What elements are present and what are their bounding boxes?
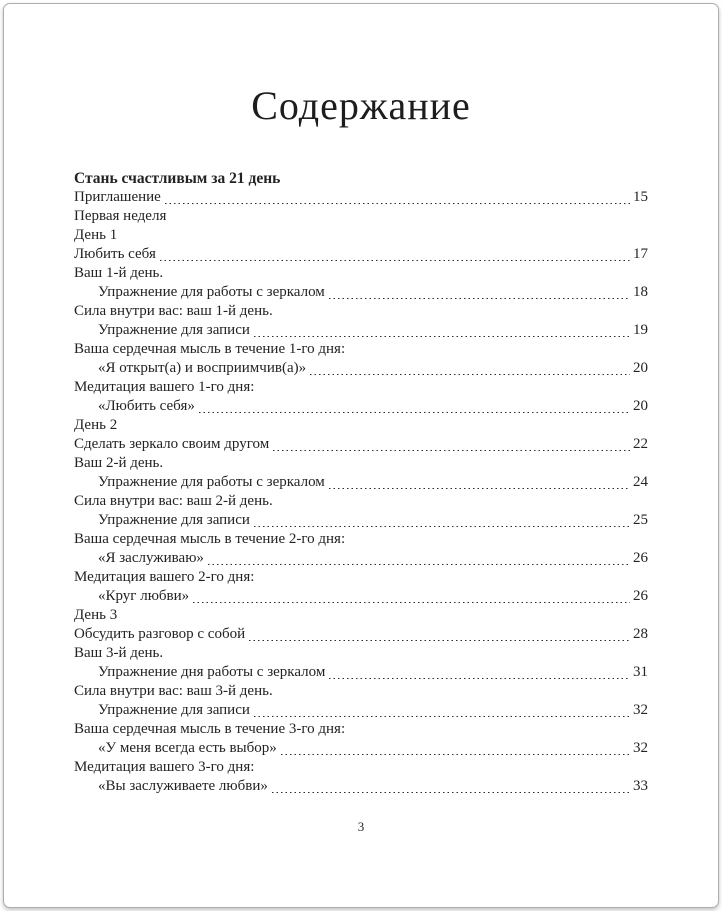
toc-entry-label: Упражнение для работы с зеркалом	[98, 474, 325, 490]
toc-page-number: 22	[633, 436, 648, 452]
toc-page-number: 20	[633, 360, 648, 376]
toc-entry-label: «Я заслуживаю»	[98, 550, 204, 566]
toc-page-number: 17	[633, 246, 648, 262]
toc-page-number: 32	[633, 740, 648, 756]
toc-leader-dots	[254, 336, 630, 338]
toc-entry	[74, 663, 648, 682]
toc-entry	[74, 644, 648, 663]
toc-entry	[74, 340, 648, 359]
toc-entry	[74, 587, 648, 606]
toc-entry-label: Любить себя	[74, 246, 156, 262]
toc-leader-dots	[193, 602, 630, 604]
toc-entry	[74, 321, 648, 340]
toc-entry	[74, 397, 648, 416]
toc-leader-dots	[160, 260, 630, 262]
toc-entry	[74, 416, 648, 435]
toc-entry-label: Обсудить разговор с собой	[74, 626, 246, 642]
toc-entry	[74, 568, 648, 587]
toc-entry	[74, 739, 648, 758]
toc-page-number: 32	[633, 702, 648, 718]
toc-entry-label: Медитация вашего 1-го дня:	[74, 379, 255, 395]
toc-entry-label: День 1	[74, 227, 118, 243]
toc-entry	[74, 758, 648, 777]
toc-entry-label: Ваша сердечная мысль в течение 3-го дня:	[74, 721, 346, 737]
toc-entry	[74, 359, 648, 378]
toc-page-number: 18	[633, 284, 648, 300]
toc-entry	[74, 454, 648, 473]
toc-page-number: 33	[633, 778, 648, 794]
toc-page-number: 25	[633, 512, 648, 528]
toc-entry	[74, 207, 648, 226]
table-of-contents	[74, 169, 648, 796]
toc-entry-label: «У меня всегда есть выбор»	[98, 740, 277, 756]
toc-leader-dots	[254, 716, 630, 718]
toc-page-number: 15	[633, 189, 648, 205]
toc-leader-dots	[273, 450, 630, 452]
toc-entry	[74, 473, 648, 492]
toc-entry	[74, 511, 648, 530]
toc-page-number: 31	[633, 664, 648, 680]
toc-leader-dots	[281, 754, 630, 756]
toc-entry-label: «Я открыт(а) и восприимчив(а)»	[98, 360, 307, 376]
toc-entry	[74, 701, 648, 720]
toc-page-number: 26	[633, 588, 648, 604]
page-title: Содержание	[251, 83, 471, 128]
footer-page-number: 3	[357, 819, 365, 834]
toc-leader-dots	[272, 792, 630, 794]
toc-entry-label: Сила внутри вас: ваш 2-й день.	[74, 493, 273, 509]
toc-page-number: 28	[633, 626, 648, 642]
toc-leader-dots	[199, 412, 630, 414]
toc-entry-label: Ваш 2-й день.	[74, 455, 164, 471]
toc-entry	[74, 606, 648, 625]
toc-leader-dots	[208, 564, 630, 566]
toc-entry-label: Сила внутри вас: ваш 3-й день.	[74, 683, 273, 699]
toc-leader-dots	[165, 203, 630, 205]
toc-entry	[74, 264, 648, 283]
toc-section-heading: Стань счастливым за 21 день	[74, 170, 281, 187]
toc-leader-dots	[329, 678, 630, 680]
toc-entry-label: Сделать зеркало своим другом	[74, 436, 270, 452]
toc-entry-label: Ваш 3-й день.	[74, 645, 164, 661]
toc-entry-label: Медитация вашего 3-го дня:	[74, 759, 255, 775]
toc-entry-label: Упражнение дня работы с зеркалом	[98, 664, 326, 680]
toc-page-number: 19	[633, 322, 648, 338]
toc-entry-label: Упражнение для записи	[98, 512, 250, 528]
toc-entry	[74, 625, 648, 644]
book-page	[3, 3, 719, 908]
toc-entry-label: Ваша сердечная мысль в течение 1-го дня:	[74, 341, 346, 357]
toc-entry	[74, 549, 648, 568]
toc-entry	[74, 720, 648, 739]
toc-entry-label: «Любить себя»	[98, 398, 195, 414]
toc-leader-dots	[249, 640, 630, 642]
toc-entry	[74, 302, 648, 321]
toc-leader-dots	[329, 298, 630, 300]
toc-entry-label: Ваш 1-й день.	[74, 265, 164, 281]
toc-entry-label: Ваша сердечная мысль в течение 2-го дня:	[74, 531, 346, 547]
toc-entry-label: «Круг любви»	[98, 588, 190, 604]
toc-entry	[74, 283, 648, 302]
toc-entry-label: Сила внутри вас: ваш 1-й день.	[74, 303, 273, 319]
toc-entry-label: День 2	[74, 417, 118, 433]
toc-entries	[74, 188, 648, 796]
toc-entry-label: Приглашение	[74, 189, 161, 205]
toc-leader-dots	[254, 526, 630, 528]
toc-entry	[74, 435, 648, 454]
toc-entry-label: «Вы заслуживаете любви»	[98, 778, 268, 794]
toc-entry-label: Медитация вашего 2-го дня:	[74, 569, 255, 585]
toc-entry-label: Упражнение для записи	[98, 322, 250, 338]
toc-entry-label: День 3	[74, 607, 118, 623]
toc-entry	[74, 188, 648, 207]
toc-entry-label: Упражнение для записи	[98, 702, 250, 718]
toc-leader-dots	[329, 488, 630, 490]
toc-page-number: 20	[633, 398, 648, 414]
toc-entry	[74, 378, 648, 397]
toc-entry	[74, 226, 648, 245]
toc-entry	[74, 245, 648, 264]
toc-entry	[74, 492, 648, 511]
toc-page-number: 26	[633, 550, 648, 566]
toc-entry	[74, 682, 648, 701]
toc-page-number: 24	[633, 474, 648, 490]
toc-entry-label: Упражнение для работы с зеркалом	[98, 284, 325, 300]
toc-leader-dots	[310, 374, 630, 376]
toc-entry	[74, 777, 648, 796]
toc-entry	[74, 530, 648, 549]
toc-entry-label: Первая неделя	[74, 208, 167, 224]
